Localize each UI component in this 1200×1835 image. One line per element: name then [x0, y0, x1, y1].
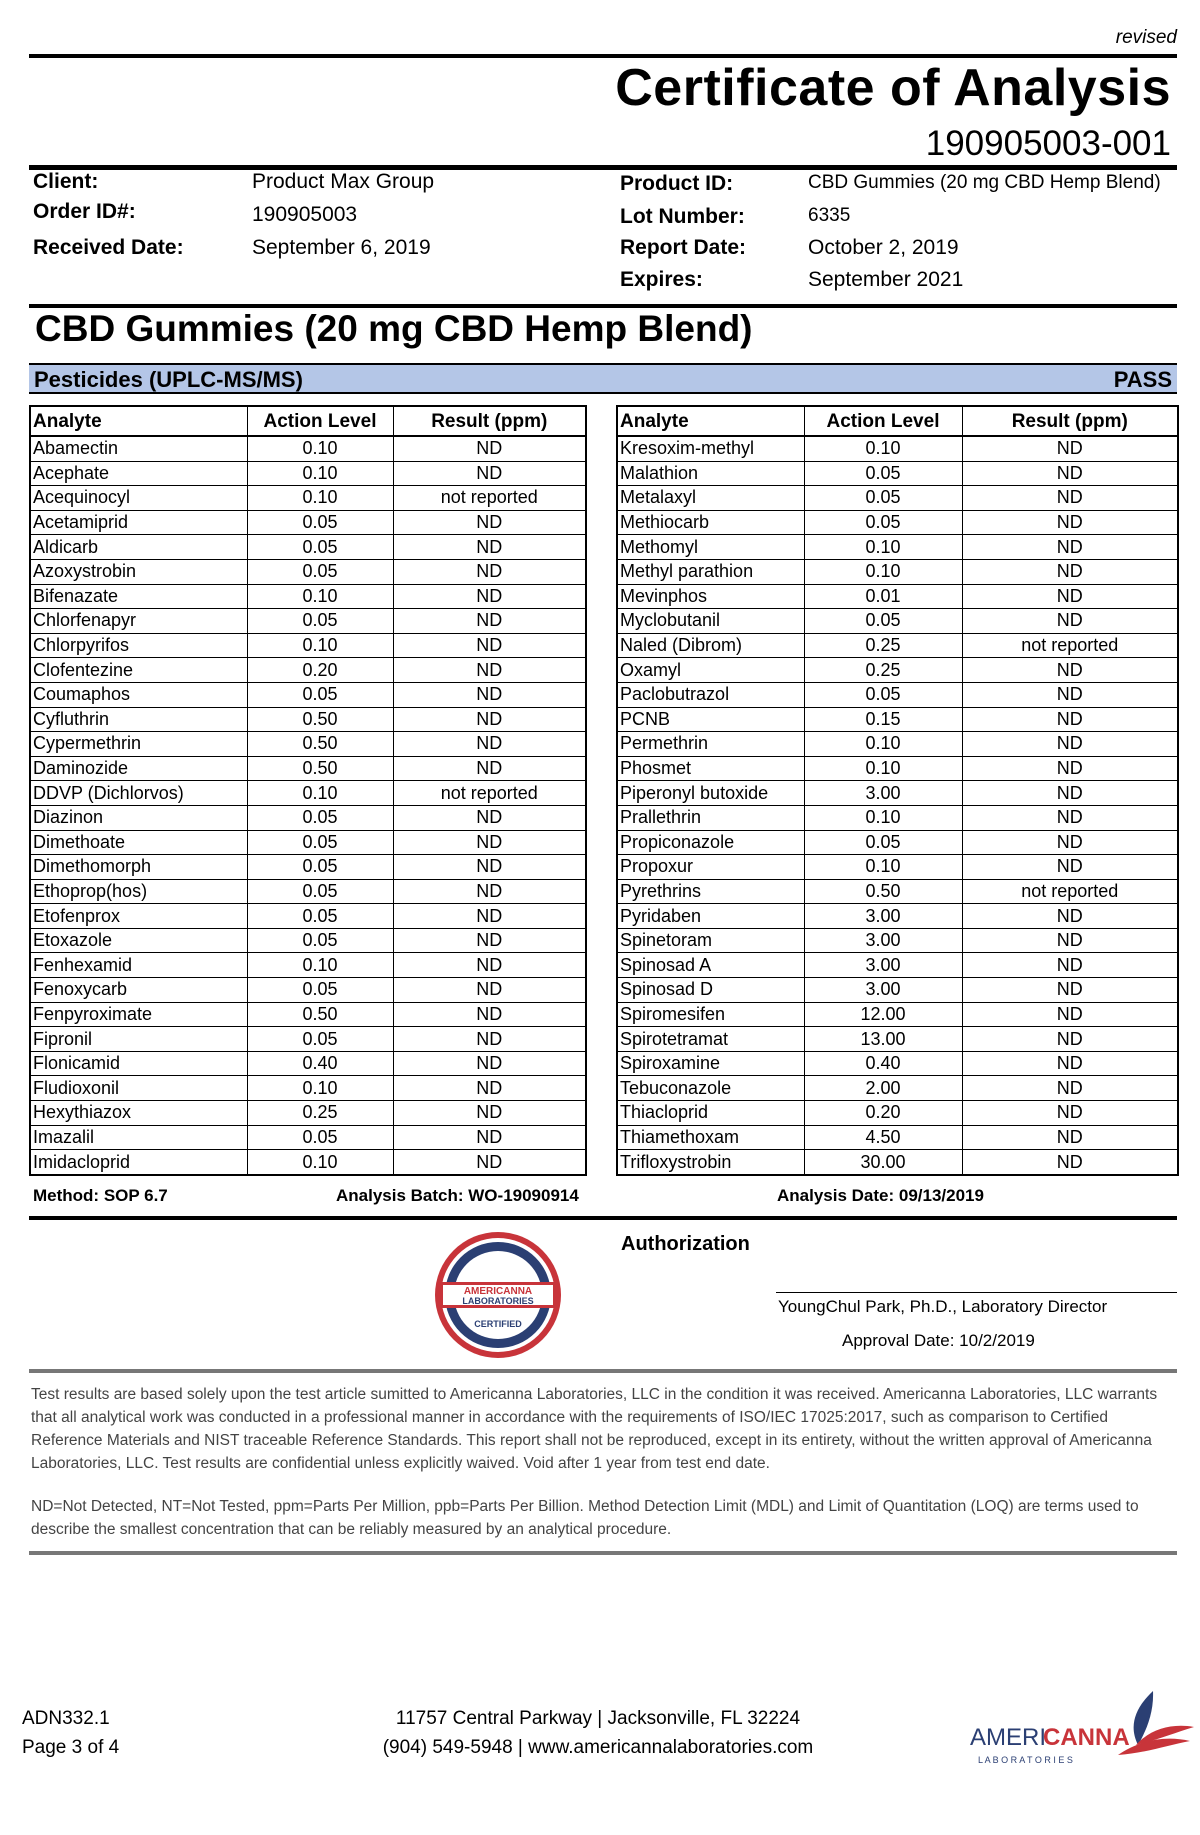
result-cell: ND	[393, 805, 586, 830]
table-row	[617, 535, 1178, 560]
result-cell: ND	[962, 436, 1178, 461]
analyte-cell: Propoxur	[617, 855, 804, 880]
table-row	[30, 1150, 586, 1175]
table-row	[30, 781, 586, 806]
analyte-cell: Tebuconazole	[617, 1076, 804, 1101]
column-header-action-level: Action Level	[247, 406, 393, 436]
action-level-cell: 0.10	[804, 732, 962, 757]
pesticides-table-left	[29, 405, 587, 1176]
method-label: Method: SOP 6.7	[33, 1186, 168, 1205]
client-label: Client:	[33, 170, 99, 193]
action-level-cell: 0.40	[247, 1051, 393, 1076]
logo-text-part1: AMERI	[970, 1724, 1047, 1751]
approval-date: Approval Date: 10/2/2019	[842, 1331, 1035, 1350]
pesticides-table-right	[616, 405, 1179, 1176]
client-value: Product Max Group	[252, 170, 435, 193]
analyte-cell: Fenhexamid	[30, 953, 247, 978]
analyte-cell: Spinosad A	[617, 953, 804, 978]
table-row	[30, 633, 586, 658]
action-level-cell: 0.05	[247, 904, 393, 929]
table-row	[617, 732, 1178, 757]
table-header-row	[617, 406, 1178, 436]
section-status: PASS	[1113, 367, 1172, 392]
table-row	[30, 1076, 586, 1101]
analyte-cell: Dimethoate	[30, 830, 247, 855]
analyte-cell: Abamectin	[30, 436, 247, 461]
analyte-cell: Spiroxamine	[617, 1051, 804, 1076]
action-level-cell: 0.05	[247, 535, 393, 560]
action-level-cell: 0.05	[247, 682, 393, 707]
analyte-cell: Acephate	[30, 461, 247, 486]
result-cell: ND	[962, 904, 1178, 929]
action-level-cell: 0.05	[804, 609, 962, 634]
analyte-cell: Bifenazate	[30, 584, 247, 609]
result-cell: ND	[962, 1027, 1178, 1052]
action-level-cell: 0.05	[247, 609, 393, 634]
action-level-cell: 0.10	[804, 436, 962, 461]
action-level-cell: 0.50	[247, 1002, 393, 1027]
column-header-result: Result (ppm)	[393, 406, 586, 436]
result-cell: ND	[393, 1125, 586, 1150]
action-level-cell: 0.20	[247, 658, 393, 683]
result-cell: ND	[962, 830, 1178, 855]
table-row	[617, 633, 1178, 658]
result-cell: ND	[962, 535, 1178, 560]
table-row	[30, 1027, 586, 1052]
order-label: Order ID#:	[33, 200, 136, 223]
action-level-cell: 0.20	[804, 1101, 962, 1126]
action-level-cell: 0.05	[804, 830, 962, 855]
result-cell: ND	[393, 682, 586, 707]
action-level-cell: 0.05	[247, 805, 393, 830]
table-row	[617, 461, 1178, 486]
analyte-cell: Cyfluthrin	[30, 707, 247, 732]
analyte-cell: Spinetoram	[617, 928, 804, 953]
table-row	[30, 682, 586, 707]
result-cell: ND	[393, 978, 586, 1003]
action-level-cell: 0.15	[804, 707, 962, 732]
action-level-cell: 13.00	[804, 1027, 962, 1052]
analyte-cell: Myclobutanil	[617, 609, 804, 634]
analyte-cell: Malathion	[617, 461, 804, 486]
result-cell: ND	[393, 436, 586, 461]
table-row	[617, 978, 1178, 1003]
analyte-cell: Hexythiazox	[30, 1101, 247, 1126]
table-row	[617, 1076, 1178, 1101]
result-cell: ND	[393, 1027, 586, 1052]
action-level-cell: 3.00	[804, 978, 962, 1003]
product-value: CBD Gummies (20 mg CBD Hemp Blend)	[808, 172, 1161, 193]
column-header-analyte: Analyte	[617, 406, 804, 436]
result-cell: ND	[962, 978, 1178, 1003]
analyte-cell: Diazinon	[30, 805, 247, 830]
action-level-cell: 4.50	[804, 1125, 962, 1150]
table-row	[617, 805, 1178, 830]
analyte-cell: Spiromesifen	[617, 1002, 804, 1027]
action-level-cell: 0.50	[804, 879, 962, 904]
table-row	[617, 904, 1178, 929]
table-row	[30, 879, 586, 904]
table-row	[30, 1002, 586, 1027]
table-row	[30, 904, 586, 929]
action-level-cell: 3.00	[804, 953, 962, 978]
action-level-cell: 0.05	[247, 510, 393, 535]
analyte-cell: Thiacloprid	[617, 1101, 804, 1126]
action-level-cell: 0.40	[804, 1051, 962, 1076]
analyte-cell: Naled (Dibrom)	[617, 633, 804, 658]
action-level-cell: 0.10	[247, 633, 393, 658]
table-row	[30, 436, 586, 461]
table-row	[617, 682, 1178, 707]
table-row	[30, 584, 586, 609]
action-level-cell: 0.05	[247, 830, 393, 855]
table-row	[30, 805, 586, 830]
column-header-analyte: Analyte	[30, 406, 247, 436]
result-cell: ND	[962, 1051, 1178, 1076]
action-level-cell: 3.00	[804, 928, 962, 953]
lab-contact: (904) 549-5948 | www.americannalaboratories.com	[382, 1737, 814, 1758]
analyte-cell: Methyl parathion	[617, 559, 804, 584]
action-level-cell: 0.10	[247, 781, 393, 806]
analyte-cell: Propiconazole	[617, 830, 804, 855]
table-row	[30, 1125, 586, 1150]
analyte-cell: Acequinocyl	[30, 486, 247, 511]
action-level-cell: 0.10	[247, 486, 393, 511]
report-value: October 2, 2019	[808, 236, 959, 259]
analyte-cell: Dimethomorph	[30, 855, 247, 880]
analyte-cell: Trifloxystrobin	[617, 1150, 804, 1175]
analyte-cell: Piperonyl butoxide	[617, 781, 804, 806]
action-level-cell: 0.50	[247, 732, 393, 757]
seal-line3: CERTIFIED	[474, 1319, 522, 1329]
result-cell: ND	[962, 658, 1178, 683]
product-title: CBD Gummies (20 mg CBD Hemp Blend)	[35, 308, 753, 349]
certificate-number: 190905003-001	[925, 124, 1171, 163]
lab-address: 11757 Central Parkway | Jacksonville, FL 32224	[395, 1708, 801, 1729]
analysis-batch: Analysis Batch: WO-19090914	[336, 1186, 579, 1205]
table-row	[617, 658, 1178, 683]
table-row	[30, 658, 586, 683]
result-cell: ND	[393, 1002, 586, 1027]
analyte-cell: Cypermethrin	[30, 732, 247, 757]
disclaimer-paragraph-1: Test results are based solely upon the test article sumitted to Americanna Laboratories, LLC in the condition it was received. Americanna Laboratories, LLC warrants that all analytical work was conducted in a professional manner in accordance with the requirements of ISO/IEC 17025:2017, such as comparison to Certified Reference Materials and NIST traceable Reference Standards. This report shall not be reproduced, except in its entirety, without the written approval of Americanna Laboratories, LLC. Test results are confidential unless explicitly waived. Void after 1 year from test end date.	[31, 1386, 1158, 1472]
table-row	[30, 707, 586, 732]
authorization-title: Authorization	[621, 1233, 750, 1255]
analyte-cell: Imidacloprid	[30, 1150, 247, 1175]
table-row	[30, 756, 586, 781]
analyte-cell: Pyridaben	[617, 904, 804, 929]
table-row	[617, 559, 1178, 584]
result-cell: ND	[962, 953, 1178, 978]
action-level-cell: 0.25	[247, 1101, 393, 1126]
table-row	[30, 510, 586, 535]
analyte-cell: Coumaphos	[30, 682, 247, 707]
table-row	[30, 1051, 586, 1076]
table-row	[30, 928, 586, 953]
table-row	[30, 535, 586, 560]
table-row	[617, 879, 1178, 904]
action-level-cell: 0.05	[804, 486, 962, 511]
table-row	[617, 707, 1178, 732]
americanna-logo-icon	[968, 1683, 1198, 1769]
action-level-cell: 0.05	[804, 461, 962, 486]
report-label: Report Date:	[620, 236, 747, 259]
table-row	[30, 855, 586, 880]
result-cell: ND	[962, 510, 1178, 535]
result-cell: ND	[962, 732, 1178, 757]
expires-label: Expires:	[620, 268, 703, 291]
table-row	[617, 855, 1178, 880]
action-level-cell: 0.10	[804, 535, 962, 560]
table-header-row	[30, 406, 586, 436]
action-level-cell: 0.05	[247, 928, 393, 953]
result-cell: ND	[962, 805, 1178, 830]
section-title: Pesticides (UPLC-MS/MS)	[34, 367, 303, 392]
result-cell: ND	[393, 609, 586, 634]
analyte-cell: Prallethrin	[617, 805, 804, 830]
table-row	[617, 436, 1178, 461]
table-row	[617, 830, 1178, 855]
table-row	[30, 559, 586, 584]
analyte-cell: Fenpyroximate	[30, 1002, 247, 1027]
action-level-cell: 0.05	[804, 682, 962, 707]
analyte-cell: Pyrethrins	[617, 879, 804, 904]
result-cell: ND	[393, 953, 586, 978]
seal-line2: LABORATORIES	[462, 1296, 534, 1306]
result-cell: ND	[393, 830, 586, 855]
table-row	[617, 510, 1178, 535]
table-row	[617, 928, 1178, 953]
result-cell: ND	[962, 928, 1178, 953]
analyte-cell: Fenoxycarb	[30, 978, 247, 1003]
table-row	[617, 1051, 1178, 1076]
analyte-cell: Aldicarb	[30, 535, 247, 560]
analyte-cell: Oxamyl	[617, 658, 804, 683]
result-cell: ND	[393, 461, 586, 486]
action-level-cell: 0.10	[247, 584, 393, 609]
result-cell: ND	[393, 707, 586, 732]
table-row	[30, 978, 586, 1003]
result-cell: ND	[393, 879, 586, 904]
analyte-cell: Etofenprox	[30, 904, 247, 929]
analyte-cell: Methomyl	[617, 535, 804, 560]
lot-value: 6335	[808, 205, 851, 226]
result-cell: ND	[393, 1051, 586, 1076]
analyte-cell: Chlorpyrifos	[30, 633, 247, 658]
result-cell: ND	[962, 1002, 1178, 1027]
analyte-cell: Spinosad D	[617, 978, 804, 1003]
action-level-cell: 0.05	[247, 978, 393, 1003]
analyte-cell: Imazalil	[30, 1125, 247, 1150]
analyte-cell: Acetamiprid	[30, 510, 247, 535]
analyte-cell: Mevinphos	[617, 584, 804, 609]
action-level-cell: 0.05	[247, 559, 393, 584]
page-number: Page 3 of 4	[22, 1737, 120, 1758]
pesticides-section-bar	[29, 363, 1177, 394]
analyte-cell: Flonicamid	[30, 1051, 247, 1076]
action-level-cell: 0.25	[804, 633, 962, 658]
table-row	[30, 732, 586, 757]
signature-line	[776, 1292, 1177, 1293]
result-cell: ND	[393, 756, 586, 781]
column-header-result: Result (ppm)	[962, 406, 1178, 436]
action-level-cell: 0.05	[247, 855, 393, 880]
table-row	[617, 953, 1178, 978]
result-cell: ND	[962, 1101, 1178, 1126]
result-cell: not reported	[962, 633, 1178, 658]
signer-name: YoungChul Park, Ph.D., Laboratory Director	[778, 1297, 1108, 1316]
analyte-cell: Ethoprop(hos)	[30, 879, 247, 904]
result-cell: ND	[962, 461, 1178, 486]
analyte-cell: Azoxystrobin	[30, 559, 247, 584]
analyte-cell: DDVP (Dichlorvos)	[30, 781, 247, 806]
result-cell: ND	[393, 633, 586, 658]
expires-value: September 2021	[808, 268, 964, 291]
action-level-cell: 0.10	[247, 1150, 393, 1175]
lot-label: Lot Number:	[620, 205, 745, 228]
result-cell: ND	[393, 658, 586, 683]
product-label: Product ID:	[620, 172, 734, 195]
action-level-cell: 0.10	[804, 805, 962, 830]
result-cell: ND	[393, 1076, 586, 1101]
result-cell: ND	[393, 1150, 586, 1175]
action-level-cell: 0.10	[247, 1076, 393, 1101]
column-header-action-level: Action Level	[804, 406, 962, 436]
logo-text-part2: CANNA	[1043, 1724, 1130, 1751]
table-row	[30, 461, 586, 486]
table-row	[30, 609, 586, 634]
result-cell: not reported	[393, 486, 586, 511]
result-cell: not reported	[962, 879, 1178, 904]
analyte-cell: Fipronil	[30, 1027, 247, 1052]
action-level-cell: 0.10	[247, 953, 393, 978]
action-level-cell: 12.00	[804, 1002, 962, 1027]
analyte-cell: Spirotetramat	[617, 1027, 804, 1052]
action-level-cell: 3.00	[804, 781, 962, 806]
result-cell: ND	[393, 732, 586, 757]
analyte-cell: Kresoxim-methyl	[617, 436, 804, 461]
table-row	[30, 1101, 586, 1126]
result-cell: ND	[393, 584, 586, 609]
result-cell: ND	[962, 756, 1178, 781]
table-row	[617, 1125, 1178, 1150]
table-row	[617, 609, 1178, 634]
result-cell: ND	[393, 904, 586, 929]
table-row	[617, 1101, 1178, 1126]
certified-seal-icon	[433, 1230, 563, 1360]
result-cell: ND	[962, 584, 1178, 609]
action-level-cell: 2.00	[804, 1076, 962, 1101]
action-level-cell: 0.05	[247, 1027, 393, 1052]
table-row	[30, 953, 586, 978]
table-row	[30, 486, 586, 511]
action-level-cell: 0.01	[804, 584, 962, 609]
analyte-cell: PCNB	[617, 707, 804, 732]
table-row	[617, 1150, 1178, 1175]
result-cell: ND	[393, 1101, 586, 1126]
header-rule	[29, 165, 1177, 170]
action-level-cell: 3.00	[804, 904, 962, 929]
method-rule	[29, 1216, 1177, 1220]
disclaimer-bottom-rule	[29, 1551, 1177, 1555]
action-level-cell: 0.10	[804, 559, 962, 584]
action-level-cell: 0.10	[804, 855, 962, 880]
action-level-cell: 0.05	[247, 1125, 393, 1150]
analyte-cell: Etoxazole	[30, 928, 247, 953]
result-cell: ND	[962, 486, 1178, 511]
table-row	[30, 830, 586, 855]
action-level-cell: 0.05	[804, 510, 962, 535]
result-cell: ND	[962, 682, 1178, 707]
table-row	[617, 584, 1178, 609]
result-cell: ND	[962, 1076, 1178, 1101]
result-cell: ND	[962, 609, 1178, 634]
analyte-cell: Chlorfenapyr	[30, 609, 247, 634]
table-row	[617, 781, 1178, 806]
action-level-cell: 30.00	[804, 1150, 962, 1175]
action-level-cell: 0.50	[247, 756, 393, 781]
result-cell: ND	[962, 855, 1178, 880]
revised-label: revised	[1115, 27, 1177, 48]
certificate-title: Certificate of Analysis	[615, 59, 1171, 117]
analyte-cell: Metalaxyl	[617, 486, 804, 511]
analyte-cell: Clofentezine	[30, 658, 247, 683]
action-level-cell: 0.10	[247, 461, 393, 486]
result-cell: ND	[962, 559, 1178, 584]
analyte-cell: Methiocarb	[617, 510, 804, 535]
analysis-date: Analysis Date: 09/13/2019	[777, 1186, 984, 1205]
table-row	[617, 486, 1178, 511]
logo-subtext: L A B O R A T O R I E S	[978, 1755, 1073, 1765]
action-level-cell: 0.05	[247, 879, 393, 904]
analyte-cell: Paclobutrazol	[617, 682, 804, 707]
action-level-cell: 0.10	[247, 436, 393, 461]
table-row	[617, 756, 1178, 781]
document-id: ADN332.1	[22, 1708, 110, 1729]
result-cell: not reported	[393, 781, 586, 806]
disclaimer-paragraph-2: ND=Not Detected, NT=Not Tested, ppm=Parts Per Million, ppb=Parts Per Billion. Method Detection Limit (MDL) and Limit of Quantitation (LOQ) are terms used to describe the smallest concentration that can be reliably measured by an analytical procedure.	[31, 1498, 1139, 1538]
result-cell: ND	[393, 928, 586, 953]
action-level-cell: 0.10	[804, 756, 962, 781]
analyte-cell: Fludioxonil	[30, 1076, 247, 1101]
seal-line1: AMERICANNA	[463, 1286, 533, 1297]
result-cell: ND	[393, 559, 586, 584]
analyte-cell: Thiamethoxam	[617, 1125, 804, 1150]
result-cell: ND	[962, 781, 1178, 806]
analyte-cell: Daminozide	[30, 756, 247, 781]
disclaimer-top-rule	[29, 1369, 1177, 1373]
result-cell: ND	[962, 1125, 1178, 1150]
analyte-cell: Phosmet	[617, 756, 804, 781]
result-cell: ND	[962, 1150, 1178, 1175]
result-cell: ND	[962, 707, 1178, 732]
analyte-cell: Permethrin	[617, 732, 804, 757]
table-row	[617, 1027, 1178, 1052]
received-label: Received Date:	[33, 236, 184, 259]
action-level-cell: 0.50	[247, 707, 393, 732]
order-value: 190905003	[252, 203, 358, 226]
result-cell: ND	[393, 535, 586, 560]
result-cell: ND	[393, 855, 586, 880]
table-row	[617, 1002, 1178, 1027]
action-level-cell: 0.25	[804, 658, 962, 683]
result-cell: ND	[393, 510, 586, 535]
received-value: September 6, 2019	[252, 236, 431, 259]
